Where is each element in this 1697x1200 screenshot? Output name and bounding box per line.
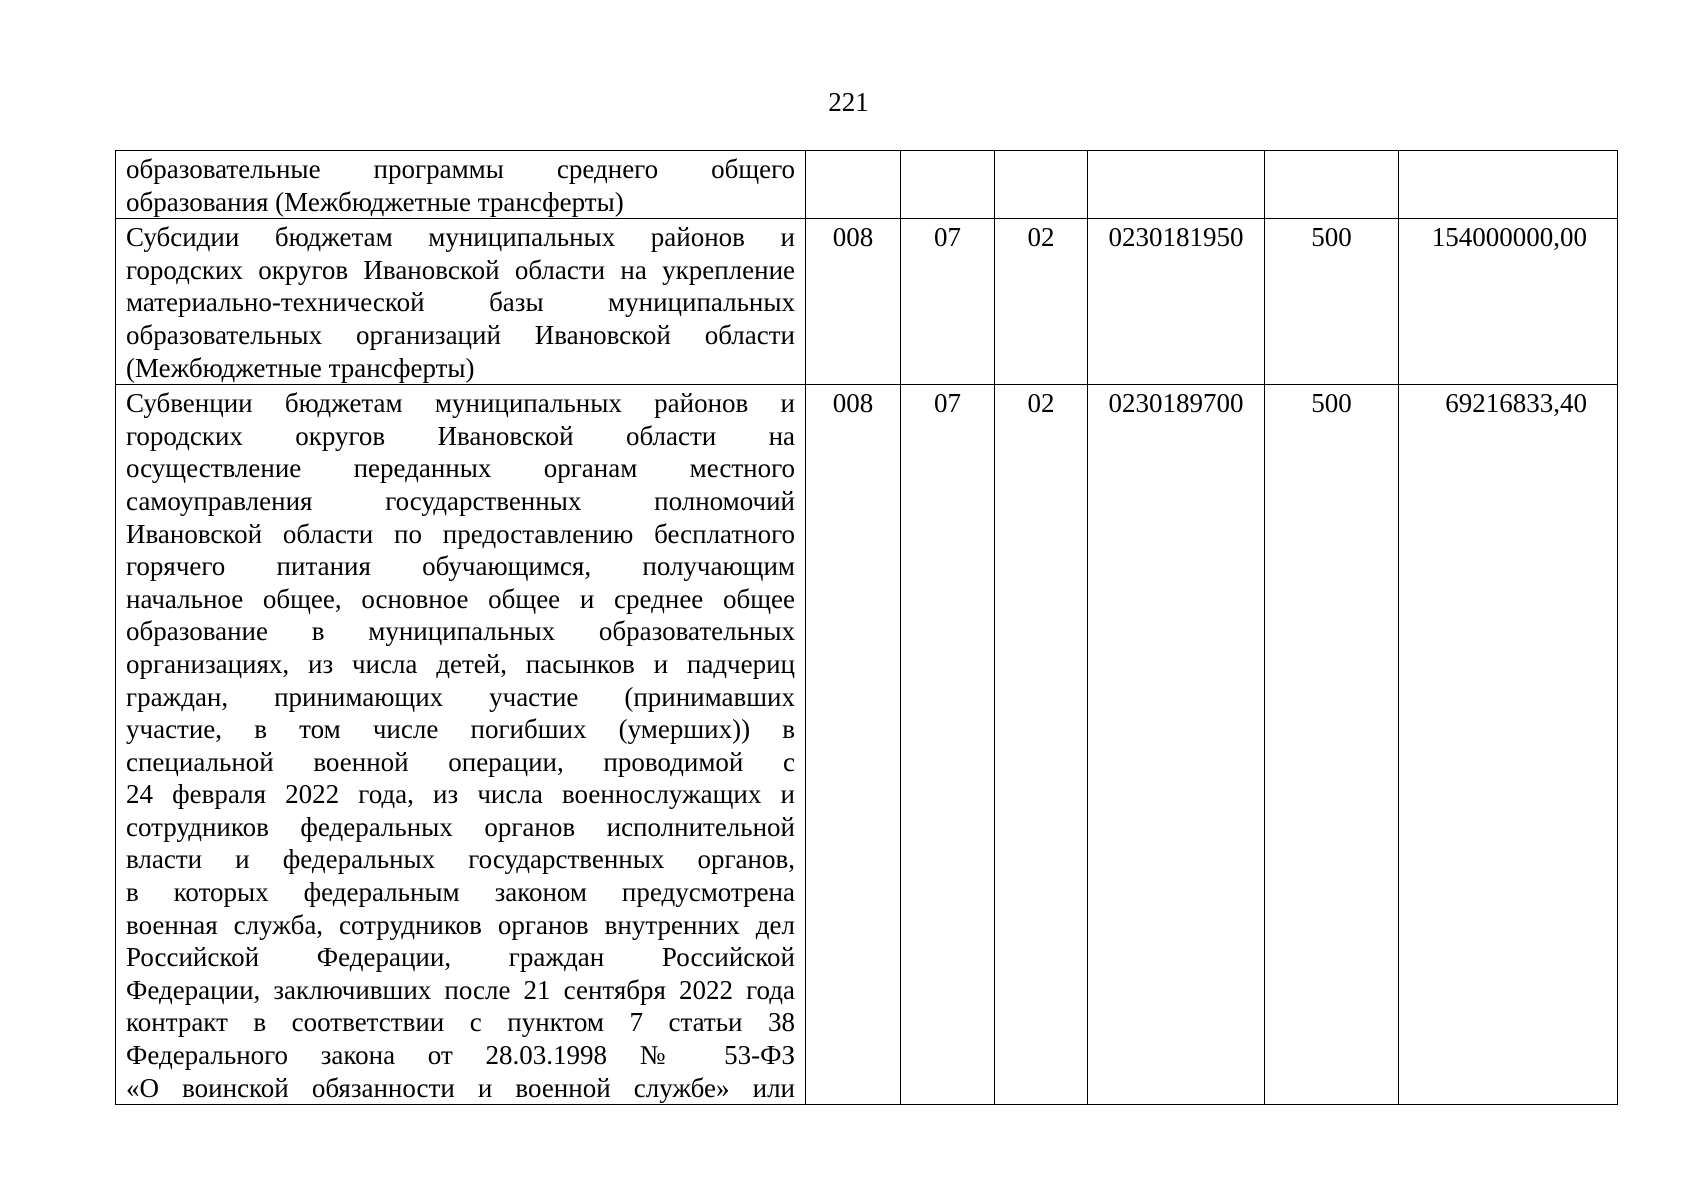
description-line: городских округов Ивановской области на укрепление xyxy=(126,254,795,285)
page-number: 221 xyxy=(828,87,869,117)
description-line: Федерации, заключивших после 21 сентября 2022 года xyxy=(126,974,795,1005)
description-line: материально-технической базы муниципальных xyxy=(126,287,795,318)
description-line: в которых федеральным законом предусмотрена xyxy=(126,877,795,908)
description-line: 24 февраля 2022 года, из числа военнослужащих и xyxy=(126,779,795,810)
amount: 69216833,40 xyxy=(1399,385,1618,1105)
target-article-code: 0230189700 xyxy=(1088,385,1265,1105)
row-description xyxy=(116,151,806,219)
section-code: 07 xyxy=(901,219,995,385)
description-line: специальной военной операции, проводимой с xyxy=(126,746,795,777)
description-line: образовательные программы среднего общего xyxy=(126,154,795,184)
ministry-code: 008 xyxy=(806,219,901,385)
section-code: 07 xyxy=(901,385,995,1105)
description-line: горячего питания обучающимся, получающим xyxy=(126,551,795,582)
description-line: образование в муниципальных образовательных xyxy=(126,616,795,647)
description-line: граждан, принимающих участие (принимавших xyxy=(126,681,795,712)
description-line: (Межбюджетные трансферты) xyxy=(126,352,475,383)
subsection-code xyxy=(995,151,1088,219)
expense-type-code: 500 xyxy=(1265,385,1399,1105)
table-row xyxy=(116,385,1618,1105)
subsection-code: 02 xyxy=(995,219,1088,385)
expense-type-code: 500 xyxy=(1265,219,1399,385)
ministry-code xyxy=(806,151,901,219)
description-line: участие, в том числе погибших (умерших)) в xyxy=(126,714,795,745)
description-line: сотрудников федеральных органов исполнительной xyxy=(126,811,795,842)
description-line: Субсидии бюджетам муниципальных районов и xyxy=(126,222,795,253)
description-line: начальное общее, основное общее и среднее общее xyxy=(126,583,795,614)
subsection-code: 02 xyxy=(995,385,1088,1105)
row-description xyxy=(116,219,806,385)
description-line: образования (Межбюджетные трансферты) xyxy=(126,186,624,217)
target-article-code: 0230181950 xyxy=(1088,219,1265,385)
table-row xyxy=(116,151,1618,219)
target-article-code xyxy=(1088,151,1265,219)
description-line: образовательных организаций Ивановской области xyxy=(126,319,795,350)
description-line: Российской Федерации, граждан Российской xyxy=(126,942,795,973)
amount: 154000000,00 xyxy=(1399,219,1618,385)
row-description xyxy=(116,385,806,1105)
table-row xyxy=(116,219,1618,385)
description-line: осуществление переданных органам местного xyxy=(126,453,795,484)
description-line: самоуправления государственных полномочий xyxy=(126,485,795,516)
description-line: городских округов Ивановской области на xyxy=(126,420,795,451)
ministry-code: 008 xyxy=(806,385,901,1105)
budget-table xyxy=(115,150,1618,1105)
description-line: организациях, из числа детей, пасынков и падчериц xyxy=(126,648,795,679)
amount xyxy=(1399,151,1618,219)
description-line: Субвенции бюджетам муниципальных районов и xyxy=(126,388,795,419)
description-line: Ивановской области по предоставлению бесплатного xyxy=(126,518,795,549)
description-line: власти и федеральных государственных органов, xyxy=(126,844,795,875)
expense-type-code xyxy=(1265,151,1399,219)
description-line: «О воинской обязанности и военной службе» или xyxy=(126,1072,795,1103)
description-line: Федерального закона от 28.03.1998 № 53-ФЗ xyxy=(126,1040,795,1071)
description-line: контракт в соответствии с пунктом 7 статьи 38 xyxy=(126,1007,795,1038)
description-line: военная служба, сотрудников органов внутренних дел xyxy=(126,909,795,940)
section-code xyxy=(901,151,995,219)
